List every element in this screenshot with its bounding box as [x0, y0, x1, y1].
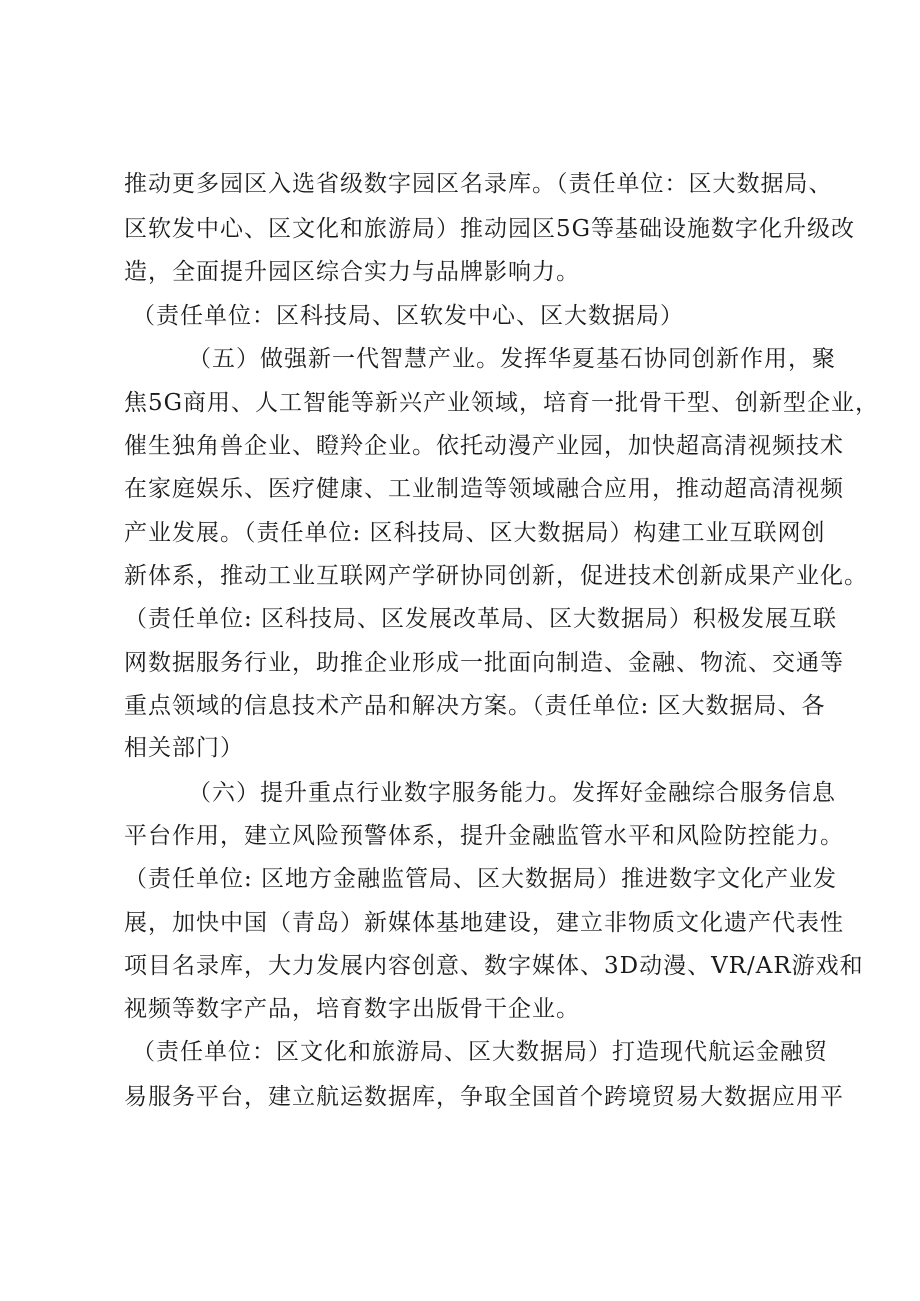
text-line: 易服务平台，建立航运数据库，争取全国首个跨境贸易大数据应用平 — [124, 1084, 844, 1110]
text-line: 推动更多园区入选省级数字园区名录库。（责任单位：区大数据局、 — [124, 171, 833, 197]
text-line: 在家庭娱乐、医疗健康、工业制造等领域融合应用，推动超高清视频 — [124, 476, 844, 502]
text-line: 网数据服务行业，助推企业形成一批面向制造、金融、物流、交通等 — [124, 650, 844, 676]
text-line: 焦5G商用、人工智能等新兴产业领域，培育一批骨干型、创新型企业， — [124, 390, 880, 416]
text-line: 展，加快中国（青岛）新媒体基地建设，建立非物质文化遗产代表性 — [124, 910, 844, 936]
text-line: 造，全面提升园区综合实力与品牌影响力。 — [124, 259, 580, 285]
text-line: （责任单位: 区地方金融监管局、区大数据局）推进数字文化产业发 — [124, 866, 838, 892]
section-heading-line: （六）提升重点行业数字服务能力。发挥好金融综合服务信息 — [188, 780, 836, 806]
text-line: 相关部门） — [124, 735, 244, 761]
text-line: 产业发展。（责任单位: 区科技局、区大数据局）构建工业互联网创 — [124, 520, 826, 546]
text-line: 重点领域的信息技术产品和解决方案。（责任单位: 区大数据局、各 — [124, 693, 826, 719]
text-line: （责任单位: 区科技局、区发展改革局、区大数据局）积极发展互联 — [124, 606, 838, 632]
text-line: 平台作用，建立风险预警体系，提升金融监管水平和风险防控能力。 — [124, 823, 844, 849]
text-line: 催生独角兽企业、瞪羚企业。依托动漫产业园，加快超高清视频技术 — [124, 433, 844, 459]
text-line: 项目名录库，大力发展内容创意、数字媒体、3D动漫、VR/AR游戏和 — [124, 953, 864, 979]
section-heading-line: （五）做强新一代智慧产业。发挥华夏基石协同创新作用，聚 — [188, 346, 836, 372]
text-line: 视频等数字产品，培育数字出版骨干企业。 — [124, 996, 580, 1022]
text-line: 区软发中心、区文化和旅游局）推动园区5G等基础设施数字化升级改 — [124, 216, 856, 242]
text-line: 新体系，推动工业互联网产学研协同创新，促进技术创新成果产业化。 — [124, 563, 868, 589]
text-line: （责任单位：区文化和旅游局、区大数据局）打造现代航运金融贸 — [132, 1039, 828, 1065]
text-line: （责任单位：区科技局、区软发中心、区大数据局） — [132, 303, 684, 329]
